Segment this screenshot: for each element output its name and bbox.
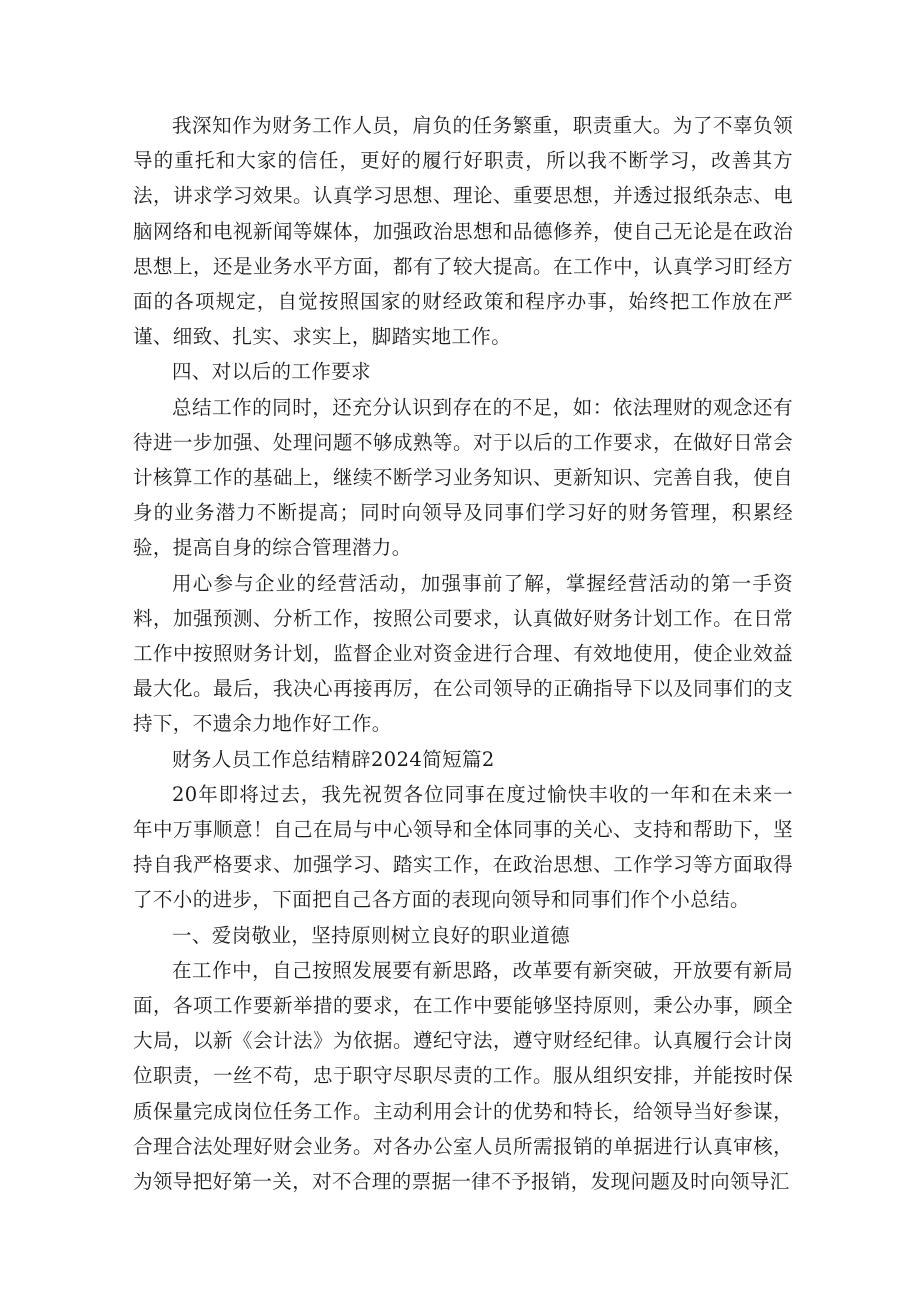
paragraph-shortcomings: 总结工作的同时，还充分认识到存在的不足，如：依法理财的观念还有待进一步加强、处理问题不够成熟等。对于以后的工作要求，在做好日常会计核算工作的基础上，继续不断学习业务知识、更新知识、完善自我，使自身的业务潜力不断提高；同时向领导及同事们学习好的财务管理，积累经验，提高自身的综合管理潜力。 [133,395,793,560]
heading-professional-ethics: 一、爱岗敬业，坚持原则树立良好的职业道德 [172,923,571,947]
paragraph-study: 我深知作为财务工作人员，肩负的任务繁重，职责重大。为了不辜负领导的重托和大家的信任，更好的履行好职责，所以我不断学习，改善其方法，讲求学习效果。认真学习思想、理论、重要思想，并透过报纸杂志、电脑网络和电视新闻等媒体，加强政治思想和品德修养，使自己无论是在政治思想上，还是业务水平方面，都有了较大提高。在工作中，认真学习盯经方面的各项规定，自觉按照国家的财经政策和程序办事，始终把工作放在严谨、细致、扎实、求实上，脚踏实地工作。 [133,114,793,349]
paragraph-business-participation: 用心参与企业的经营活动，加强事前了解，掌握经营活动的第一手资料，加强预测、分析工作，按照公司要求，认真做好财务计划工作。在日常工作中按照财务计划，监督企业对资金进行合理、有效地使用，使企业效益最大化。最后，我决心再接再厉，在公司领导的正确指导下以及同事们的支持下，不遗余力地作好工作。 [133,571,793,736]
heading-future-requirements: 四、对以后的工作要求 [172,360,372,384]
paragraph-work-principles: 在工作中，自己按照发展要有新思路，改革要有新突破，开放要有新局面，各项工作要新举措的要求，在工作中要能够坚持原则，秉公办事，顾全大局，以新《会计法》为依据。遵纪守法，遵守财经纪律。认真履行会计岗位职责，一丝不苟，忠于职守尽职尽责的工作。服从组织安排，并能按时保质保量完成岗位任务工作。主动利用会计的优势和特长，给领导当好参谋，合理合法处理好财会业务。对各办公室人员所需报销的单据进行认真审核，为领导把好第一关，对不合理的票据一律不予报销，发现问题及时向领导汇 [133,958,793,1194]
document-body [133,108,793,1199]
heading-article-2: 财务人员工作总结精辟2024简短篇2 [172,747,495,771]
paragraph-new-year: 20年即将过去，我先祝贺各位同事在度过愉快丰收的一年和在未来一年中万事顺意！自己在局与中心领导和全体同事的关心、支持和帮助下，坚持自我严格要求、加强学习、踏实工作，在政治思想、工作学习等方面取得了不小的进步，下面把自己各方面的表现向领导和同事们作个小总结。 [133,782,793,912]
